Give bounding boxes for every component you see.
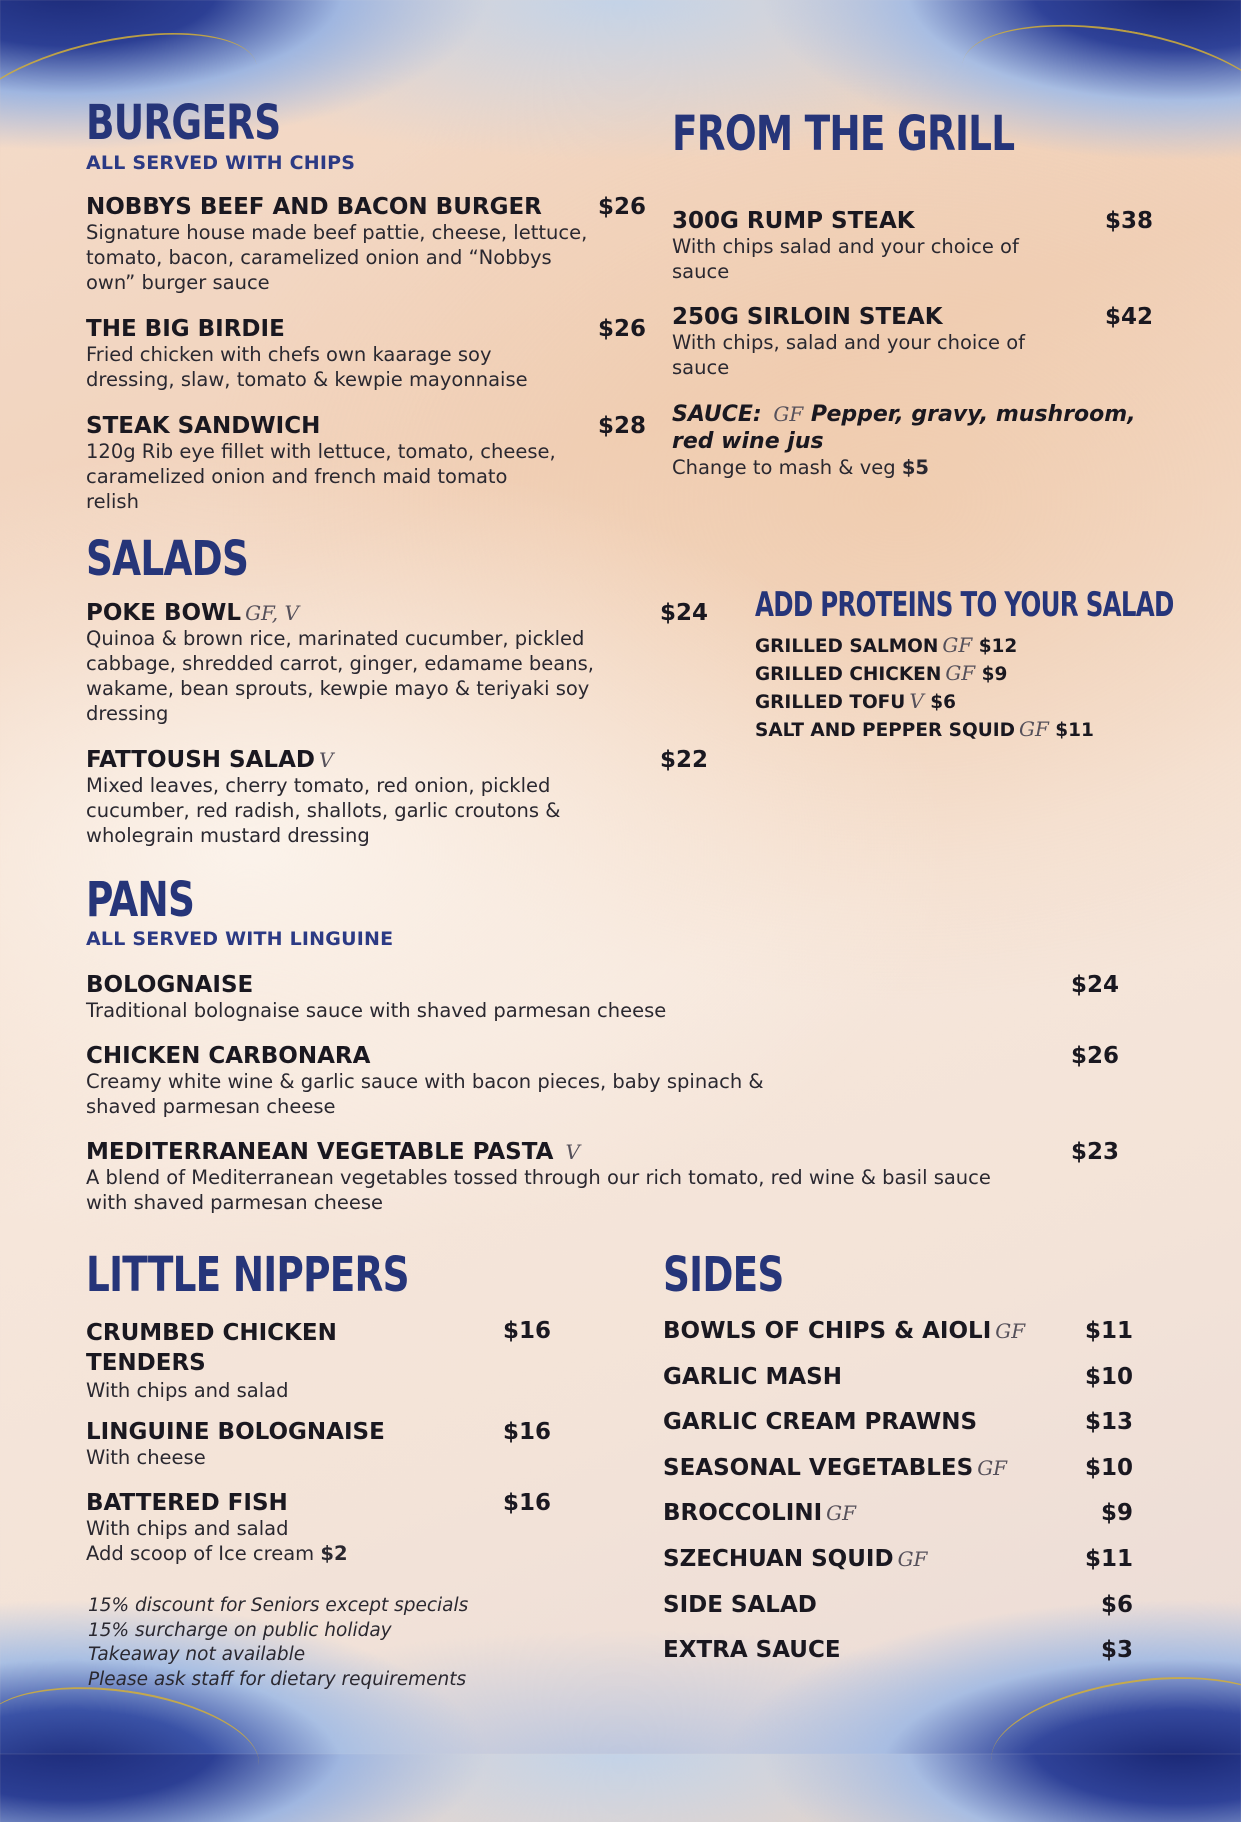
item-name: 300G RUMP STEAK — [672, 208, 915, 234]
nippers-title: LITTLE NIPPERS — [86, 1247, 409, 1303]
item-price: $10 — [1084, 1363, 1133, 1390]
note-line: Takeaway not available — [88, 1644, 306, 1665]
item-price: $26 — [1071, 1043, 1120, 1069]
item-name: STEAK SANDWICH — [86, 413, 321, 439]
item-name: POKE BOWL GF, V — [86, 600, 299, 626]
menu-item — [86, 1490, 506, 1566]
pans-title: PANS — [86, 872, 195, 928]
item-price: $23 — [1071, 1139, 1120, 1165]
dietary-icon: GF, V — [245, 601, 299, 625]
item-extra: Add scoop of Ice cream $2 — [86, 1542, 348, 1565]
proteins-title: ADD PROTEINS TO YOUR SALAD — [755, 585, 1174, 625]
vegetarian-icon: V — [318, 748, 334, 772]
item-price: $26 — [598, 194, 647, 220]
list-item: GRILLED TOFU V $6 — [755, 689, 956, 713]
menu-item — [86, 1419, 506, 1470]
item-price: $22 — [660, 747, 709, 773]
item-description: With chips salad and your choice of sauce — [672, 235, 1019, 283]
mash-upgrade: Change to mash & veg $5 — [672, 456, 929, 479]
item-name: BATTERED FISH — [86, 1490, 288, 1516]
menu-item — [86, 1139, 1066, 1215]
mash-price: $5 — [901, 456, 929, 479]
sides-list — [663, 1318, 1133, 1683]
gluten-free-icon: GF — [945, 661, 976, 685]
list-item: GRILLED SALMON GF $12 — [755, 633, 1018, 657]
item-description: With chips, salad and your choice of sauce — [672, 331, 1026, 379]
sides-title: SIDES — [663, 1247, 784, 1303]
grill-title: FROM THE GRILL — [672, 106, 1015, 162]
item-description: With chips and salad — [86, 1379, 289, 1402]
footer-notes — [88, 1594, 468, 1692]
list-item: GRILLED CHICKEN GF $9 — [755, 661, 1008, 685]
note-line: 15% surcharge on public holiday — [88, 1619, 392, 1641]
menu-item — [86, 747, 646, 848]
item-price: $16 — [503, 1490, 552, 1516]
burgers-subtitle: ALL SERVED WITH CHIPS — [86, 152, 356, 174]
list-item: SZECHUAN SQUID GF $11 — [663, 1545, 1133, 1572]
gold-vein-bottom-right — [983, 1660, 1241, 1822]
sauce-block — [672, 401, 1142, 480]
item-price: $28 — [598, 413, 647, 439]
menu-item — [672, 208, 1092, 284]
list-item: SALT AND PEPPER SQUID GF $11 — [755, 717, 1094, 741]
item-price: $42 — [1105, 304, 1154, 330]
list-item: GARLIC CREAM PRAWNS $13 — [663, 1409, 1133, 1436]
list-item: GARLIC MASH $10 — [663, 1363, 1133, 1390]
item-description: 120g Rib eye fillet with lettuce, tomato, cheese, caramelized onion and french maid tomato relish — [86, 440, 556, 513]
item-description: Creamy white wine & garlic sauce with bacon pieces, baby spinach & shaved parmesan cheese — [86, 1070, 764, 1118]
gluten-free-icon: GF — [773, 402, 804, 426]
item-price: $24 — [1071, 972, 1120, 998]
list-item: BOWLS OF CHIPS & AIOLI GF $11 — [663, 1318, 1133, 1344]
menu-item — [86, 1318, 506, 1403]
gluten-free-icon: GF — [1018, 717, 1049, 741]
item-price: $11 — [1084, 1545, 1133, 1572]
note-line: Please ask staff for dietary requirements — [88, 1668, 467, 1690]
item-name: THE BIG BIRDIE — [86, 316, 285, 342]
item-name: NOBBYS BEEF AND BACON BURGER — [86, 194, 542, 220]
menu-item — [86, 972, 1036, 1023]
sauce-list: Pepper, gravy, mushroom, red wine jus — [672, 402, 1136, 454]
item-price: $13 — [1084, 1409, 1133, 1436]
gold-vein-bottom-left — [0, 1671, 266, 1821]
burgers-title: BURGERS — [86, 95, 281, 151]
sauce-label: SAUCE: — [672, 402, 762, 427]
gluten-free-icon: GF — [942, 633, 973, 657]
item-name: FATTOUSH SALAD V — [86, 747, 334, 773]
item-price: $3 — [1100, 1637, 1133, 1664]
gluten-free-icon: GF — [977, 1455, 1008, 1480]
gluten-free-icon: GF — [995, 1319, 1026, 1343]
item-name: BOLOGNAISE — [86, 972, 254, 998]
item-price: $10 — [1084, 1454, 1133, 1481]
item-name: CRUMBED CHICKEN TENDERS — [86, 1320, 337, 1376]
item-description: With chips and salad — [86, 1517, 289, 1540]
item-name: CHICKEN CARBONARA — [86, 1043, 371, 1069]
gluten-free-icon: GF — [897, 1546, 928, 1571]
list-item: SIDE SALAD $6 — [663, 1591, 1133, 1618]
vegetarian-icon: V — [565, 1140, 580, 1164]
menu-item — [672, 304, 1092, 380]
item-description: Quinoa & brown rice, marinated cucumber, pickled cabbage, shredded carrot, ginger, edamame beans, wakame, bean sprouts, kewpie mayo & teriyaki soy dressing — [86, 627, 594, 725]
item-price: $11 — [1084, 1318, 1133, 1344]
item-name: 250G SIRLOIN STEAK — [672, 304, 943, 330]
item-price: $26 — [598, 316, 647, 342]
gluten-free-icon: GF — [826, 1501, 856, 1526]
note-line: 15% discount for Seniors except specials — [88, 1595, 469, 1616]
proteins-list — [755, 632, 1094, 744]
list-item: SEASONAL VEGETABLES GF $10 — [663, 1454, 1133, 1481]
item-price: $38 — [1105, 208, 1154, 234]
menu-item — [86, 600, 646, 726]
item-description: Mixed leaves, cherry tomato, red onion, pickled cucumber, red radish, shallots, garlic croutons & wholegrain mustard dressing — [86, 774, 561, 847]
item-description: Fried chicken with chefs own kaarage soy dressing, slaw, tomato & kewpie mayonnaise — [86, 343, 528, 391]
pans-subtitle: ALL SERVED WITH LINGUINE — [86, 928, 394, 950]
list-item: BROCCOLINI GF $9 — [663, 1500, 1133, 1527]
item-name: MEDITERRANEAN VEGETABLE PASTA V — [86, 1139, 580, 1165]
item-price: $9 — [1100, 1500, 1133, 1527]
item-price: $24 — [660, 600, 709, 626]
salads-title: SALADS — [86, 531, 249, 587]
menu-item — [86, 316, 646, 392]
menu-item — [86, 413, 646, 514]
item-price: $16 — [503, 1419, 552, 1445]
item-name: LINGUINE BOLOGNAISE — [86, 1419, 385, 1445]
menu-item — [86, 194, 646, 295]
item-description: Signature house made beef pattie, cheese, lettuce, tomato, bacon, caramelized onion and “Nobbys own” burger sauce — [86, 221, 588, 294]
item-description: With cheese — [86, 1446, 206, 1469]
menu-item — [86, 1043, 1036, 1119]
vegetarian-icon: V — [909, 689, 924, 713]
item-price: $16 — [503, 1318, 552, 1344]
list-item: EXTRA SAUCE $3 — [663, 1637, 1133, 1664]
item-price: $6 — [1100, 1591, 1133, 1618]
item-description: Traditional bolognaise sauce with shaved parmesan cheese — [86, 999, 667, 1022]
item-description: A blend of Mediterranean vegetables tossed through our rich tomato, red wine & basil sauce with shaved parmesan cheese — [86, 1166, 991, 1214]
